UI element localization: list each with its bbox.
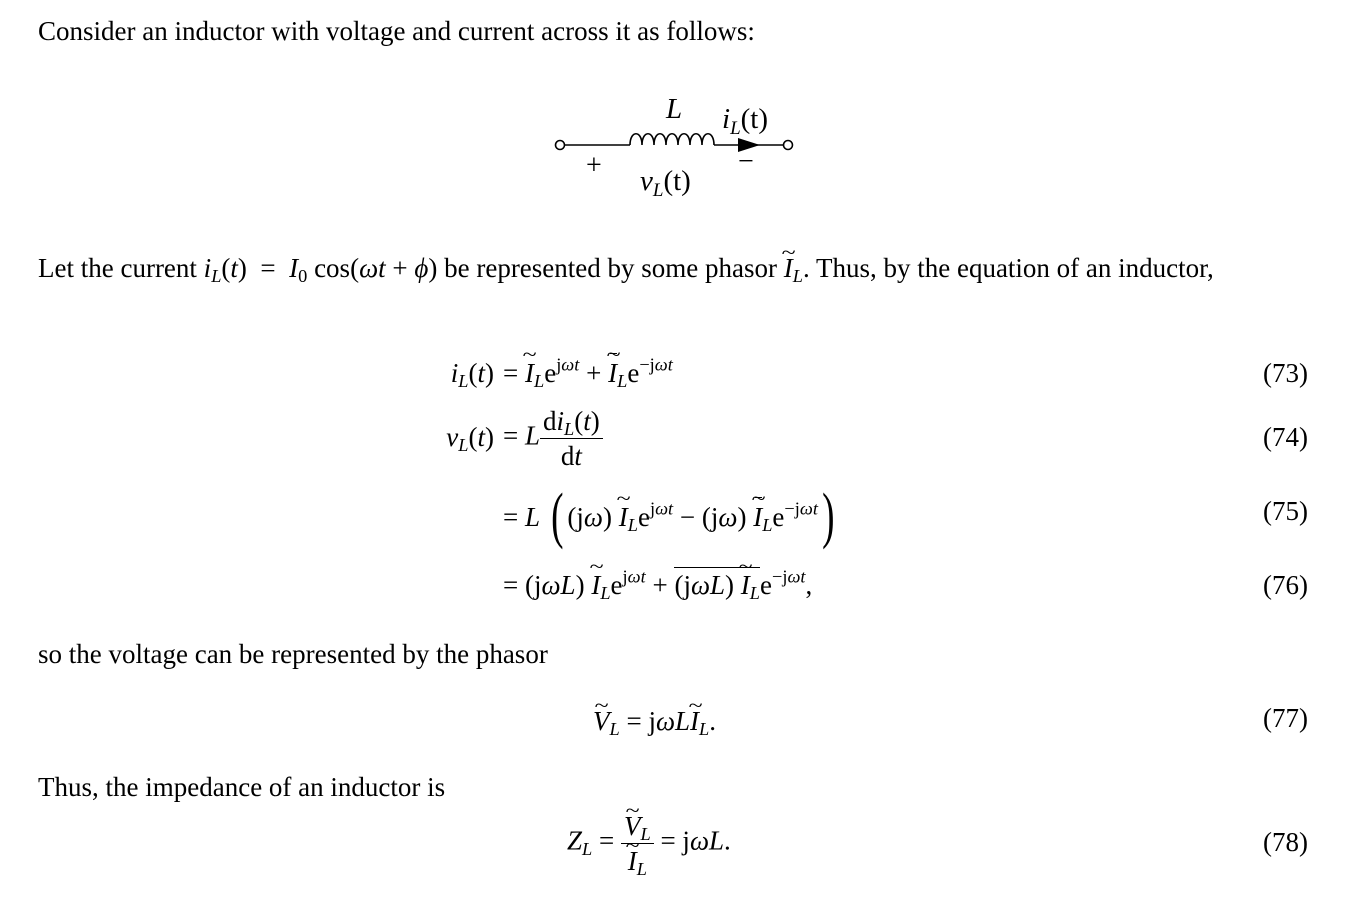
minus-sign: − <box>738 146 754 177</box>
eq-number-77: (77) <box>1263 703 1308 733</box>
eq77: ~ $V_L$ = jωL~ $I_L$. <box>593 703 716 739</box>
eq-number-78: (78) <box>1263 827 1308 857</box>
eq-number-75: (75) <box>1263 496 1308 526</box>
eq76-rhs: = (jωL) ~ $I_Le^{j\omega t} + (j\omega L)$ ~ $I_Le^{-j\omega t}$, <box>503 570 812 601</box>
plus-sign: + <box>586 150 602 181</box>
eq74-rhs: = L $\frac{di_L(t)}{dt}$ <box>503 404 603 473</box>
impedance-text: Thus, the impedance of an inductor is <box>38 772 446 802</box>
eq-number-73: (73) <box>1263 358 1308 388</box>
eq74-lhs: $v_L(t)$ <box>446 422 494 456</box>
current-label: $i_L(t)$ <box>722 103 769 139</box>
eq-number-74: (74) <box>1263 422 1308 452</box>
voltage-label: $v_L(t)$ <box>640 165 691 201</box>
eq73-rhs: = ~ $I_Le^{j\omega t}$ + ~ $I_Le^{-j\omega t}$ <box>503 358 673 389</box>
inductor-coil <box>630 134 714 145</box>
eq-number-76: (76) <box>1263 570 1308 600</box>
right-terminal <box>784 141 793 150</box>
eq73-lhs: $i_L(t)$ <box>450 358 494 392</box>
intro-text: Consider an inductor with voltage and current across it as follows: <box>38 16 755 46</box>
inductor-label: L <box>666 93 683 125</box>
eq78: $Z_L$ = ~ $V_L$ ~ $I_L$ = jωL. <box>567 809 731 878</box>
inductor-circuit-diagram <box>0 0 1356 220</box>
left-terminal <box>556 141 565 150</box>
current-definition-paragraph: Let the current $i_L(t) = I_0$ cos(ωt + ϕ) be represented by some phasor ~ $I_L$. Thus, by the equation of an inductor, <box>38 250 1308 286</box>
phasor-voltage-text: so the voltage can be represented by the phasor <box>38 639 548 669</box>
eq75-rhs: = L ( (jω) ~ $I_Le^{j\omega t} - (j\omega)$ ~ $I_Le^{-j\omega t}$) <box>503 496 839 536</box>
